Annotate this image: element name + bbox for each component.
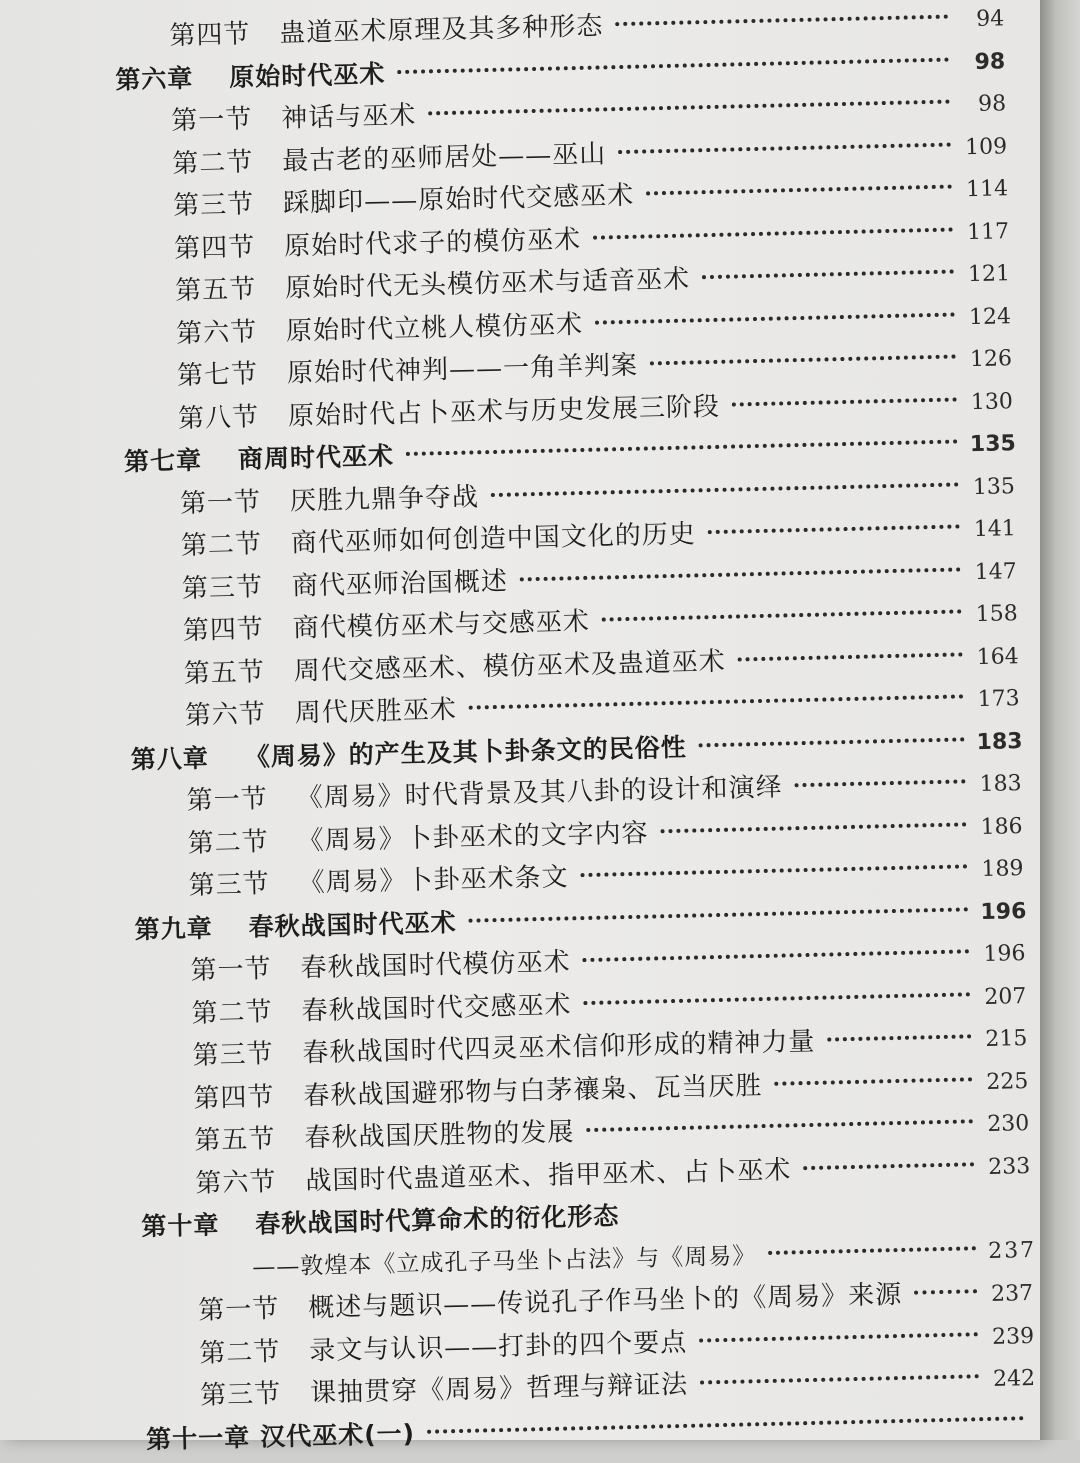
toc-label: 第七节 — [176, 359, 259, 392]
toc-title: 蛊道巫术原理及其多种形态 — [279, 11, 604, 49]
toc-page-number: 233 — [987, 1153, 1031, 1180]
toc-label: 第五节 — [194, 1124, 276, 1156]
toc-page-number: 117 — [966, 218, 1010, 245]
dot-leader — [491, 482, 959, 497]
toc-label: 第五节 — [183, 656, 266, 689]
toc-page-number: 124 — [968, 303, 1012, 330]
dot-leader — [406, 439, 958, 456]
toc-page-number: 130 — [970, 388, 1014, 415]
toc-label: 第十一章 — [145, 1422, 251, 1454]
dot-leader — [699, 737, 965, 747]
dot-leader — [468, 907, 968, 922]
dot-leader — [586, 1119, 973, 1132]
toc-label: 第一节 — [170, 104, 253, 137]
toc-title: 春秋战国避邪物与白茅禳枭、瓦当厌胜 — [303, 1070, 763, 1111]
toc-title: 商周时代巫术 — [237, 441, 395, 474]
toc-page-number: 173 — [977, 686, 1020, 713]
dot-leader — [593, 227, 953, 239]
toc-title: 课抽贯穿《周易》哲理与辩证法 — [309, 1369, 689, 1409]
toc-page-number: 98 — [977, 91, 1007, 117]
toc-page-number: 239 — [991, 1323, 1035, 1350]
toc-page-number: 141 — [973, 516, 1017, 543]
toc-page-number: 183 — [976, 728, 1023, 755]
toc-title: 《周易》卜卦巫术的文字内容 — [297, 818, 649, 857]
dot-leader — [595, 312, 955, 324]
dot-leader — [914, 1289, 977, 1294]
dot-leader — [768, 1246, 976, 1255]
toc-label: 第七章 — [123, 445, 203, 477]
toc-title: 最古老的巫师居处——巫山 — [281, 138, 607, 177]
toc-label: 第二节 — [191, 996, 273, 1029]
toc-page-number: 189 — [981, 856, 1024, 883]
dot-leader — [708, 524, 960, 534]
toc-title: 原始时代无头模仿巫术与适音巫术 — [284, 264, 691, 304]
toc-page-number: 121 — [967, 261, 1011, 288]
dot-leader — [427, 1416, 1024, 1434]
toc-page-number: 135 — [969, 431, 1017, 458]
dot-leader — [582, 949, 969, 962]
toc-title: 厌胜九鼎争夺战 — [289, 481, 480, 517]
dot-leader — [397, 57, 949, 74]
dot-leader — [469, 694, 964, 709]
toc-label: 第一节 — [186, 784, 269, 817]
dot-leader — [702, 269, 954, 279]
toc-label: 第三节 — [188, 869, 271, 902]
dot-leader — [661, 822, 967, 833]
dot-leader — [827, 1034, 971, 1041]
toc-title: 春秋战国时代巫术 — [248, 907, 457, 942]
toc-title: 春秋战国时代算命术的衍化形态 — [255, 1201, 620, 1239]
dot-leader — [774, 1077, 972, 1085]
toc-label: 第六节 — [184, 699, 267, 732]
dot-leader — [738, 652, 963, 661]
toc-title: 商代模仿巫术与交感巫术 — [292, 606, 591, 644]
toc-page-number: 215 — [985, 1026, 1028, 1052]
toc-label: 第九章 — [134, 912, 213, 944]
toc-label: 第八节 — [177, 401, 260, 434]
toc-page-number: 207 — [984, 983, 1027, 1010]
toc-page-number: 98 — [974, 48, 1006, 75]
toc-title: 原始时代立桃人模仿巫术 — [285, 309, 584, 347]
toc-title: 录文与认识——打卦的四个要点 — [308, 1327, 688, 1366]
toc-label: 第三节 — [192, 1039, 274, 1071]
toc-page-number: 230 — [987, 1111, 1030, 1137]
dot-leader — [795, 779, 966, 787]
toc-title: 春秋战国时代交感巫术 — [301, 989, 572, 1026]
toc-title: 汉代巫术(一) — [259, 1418, 416, 1452]
dot-leader — [520, 567, 961, 581]
dot-leader — [700, 1374, 979, 1384]
toc-page-number: 126 — [969, 346, 1013, 373]
toc-label: 第四节 — [169, 19, 251, 52]
toc-title: 《周易》卜卦巫术条文 — [298, 862, 569, 899]
dot-leader — [650, 354, 956, 365]
toc-label: 第二节 — [187, 826, 270, 859]
toc-title: 《周易》的产生及其卜卦条文的民俗性 — [244, 732, 687, 772]
toc-label: 第三节 — [172, 189, 255, 222]
toc-title: 周代厌胜巫术 — [294, 694, 458, 729]
toc-label: 第一节 — [190, 954, 272, 986]
toc-label: 第一节 — [197, 1294, 280, 1326]
toc-page-number: 109 — [964, 133, 1008, 160]
toc-page-number: 158 — [975, 601, 1018, 628]
toc-title: 春秋战国厌胜物的发展 — [304, 1117, 575, 1154]
dot-leader — [602, 609, 962, 621]
toc-title: 春秋战国时代模仿巫术 — [300, 947, 571, 984]
toc-label: 第四节 — [193, 1081, 275, 1114]
toc-title: 原始时代占卜巫术与历史发展三阶段 — [287, 391, 721, 432]
toc-title: 原始时代神判——一角羊判案 — [286, 350, 639, 389]
toc-page-number: 94 — [975, 6, 1005, 32]
dot-leader — [732, 397, 957, 406]
toc-label: 第三节 — [199, 1379, 282, 1411]
toc-title: 原始时代巫术 — [229, 58, 386, 92]
toc-title: 春秋战国时代四灵巫术信仰形成的精神力量 — [302, 1026, 816, 1069]
toc-title: ——敦煌本《立成孔子马坐卜占法》与《周易》 — [252, 1242, 757, 1281]
dot-leader — [583, 992, 970, 1005]
toc-title: 战国时代蛊道巫术、指甲巫术、占卜巫术 — [305, 1154, 792, 1196]
toc-title: 商代巫师如何创造中国文化的历史 — [290, 519, 697, 559]
toc-page-number: 135 — [972, 473, 1016, 500]
toc-page-number: 183 — [979, 771, 1022, 798]
dot-leader — [646, 185, 952, 196]
dot-leader — [428, 100, 950, 116]
toc-title: 神话与巫术 — [280, 100, 417, 134]
toc-label: 第六节 — [195, 1166, 277, 1199]
toc-page-number: 147 — [974, 558, 1018, 585]
toc-label: 第一节 — [179, 486, 262, 519]
toc-page-number: 237 — [990, 1280, 1034, 1307]
toc-label: 第三节 — [181, 571, 264, 604]
toc-label: 第二节 — [198, 1336, 281, 1369]
toc-label: 第二节 — [180, 529, 263, 562]
toc-label: 第十章 — [141, 1210, 220, 1242]
toc-title: 周代交感巫术、模仿巫术及蛊道巫术 — [293, 646, 727, 687]
toc-page-number: 164 — [976, 643, 1019, 670]
toc-label: 第四节 — [182, 614, 265, 647]
dot-leader — [699, 1332, 978, 1342]
toc-page-number: 196 — [983, 941, 1026, 967]
toc-label: 第六章 — [115, 63, 194, 94]
dot-leader — [803, 1162, 974, 1170]
toc-page-number: 114 — [965, 176, 1009, 203]
toc-title: 《周易》时代背景及其八卦的设计和演绎 — [296, 772, 783, 814]
toc-label: 第五节 — [174, 274, 257, 307]
dot-leader — [615, 15, 948, 27]
dot-leader — [580, 864, 967, 877]
toc-label: 第八章 — [130, 743, 210, 774]
toc-page-number: 186 — [980, 813, 1023, 840]
toc-label: 第四节 — [173, 231, 256, 264]
toc-title: 原始时代求子的模仿巫术 — [283, 224, 582, 262]
toc-page-number: 196 — [980, 898, 1027, 925]
toc-title: 概述与题识——传说孔子作马坐卜的《周易》来源 — [307, 1279, 903, 1324]
toc-page-number: 242 — [992, 1365, 1036, 1392]
toc-title: 商代巫师治国概述 — [291, 566, 509, 602]
toc-title: 踩脚印——原始时代交感巫术 — [282, 180, 635, 219]
toc-label: 第六节 — [175, 316, 258, 349]
dot-leader — [618, 142, 951, 154]
toc-page-number: 237 — [987, 1237, 1037, 1264]
toc-label: 第二节 — [171, 146, 254, 179]
toc-page-number: 225 — [986, 1068, 1029, 1095]
